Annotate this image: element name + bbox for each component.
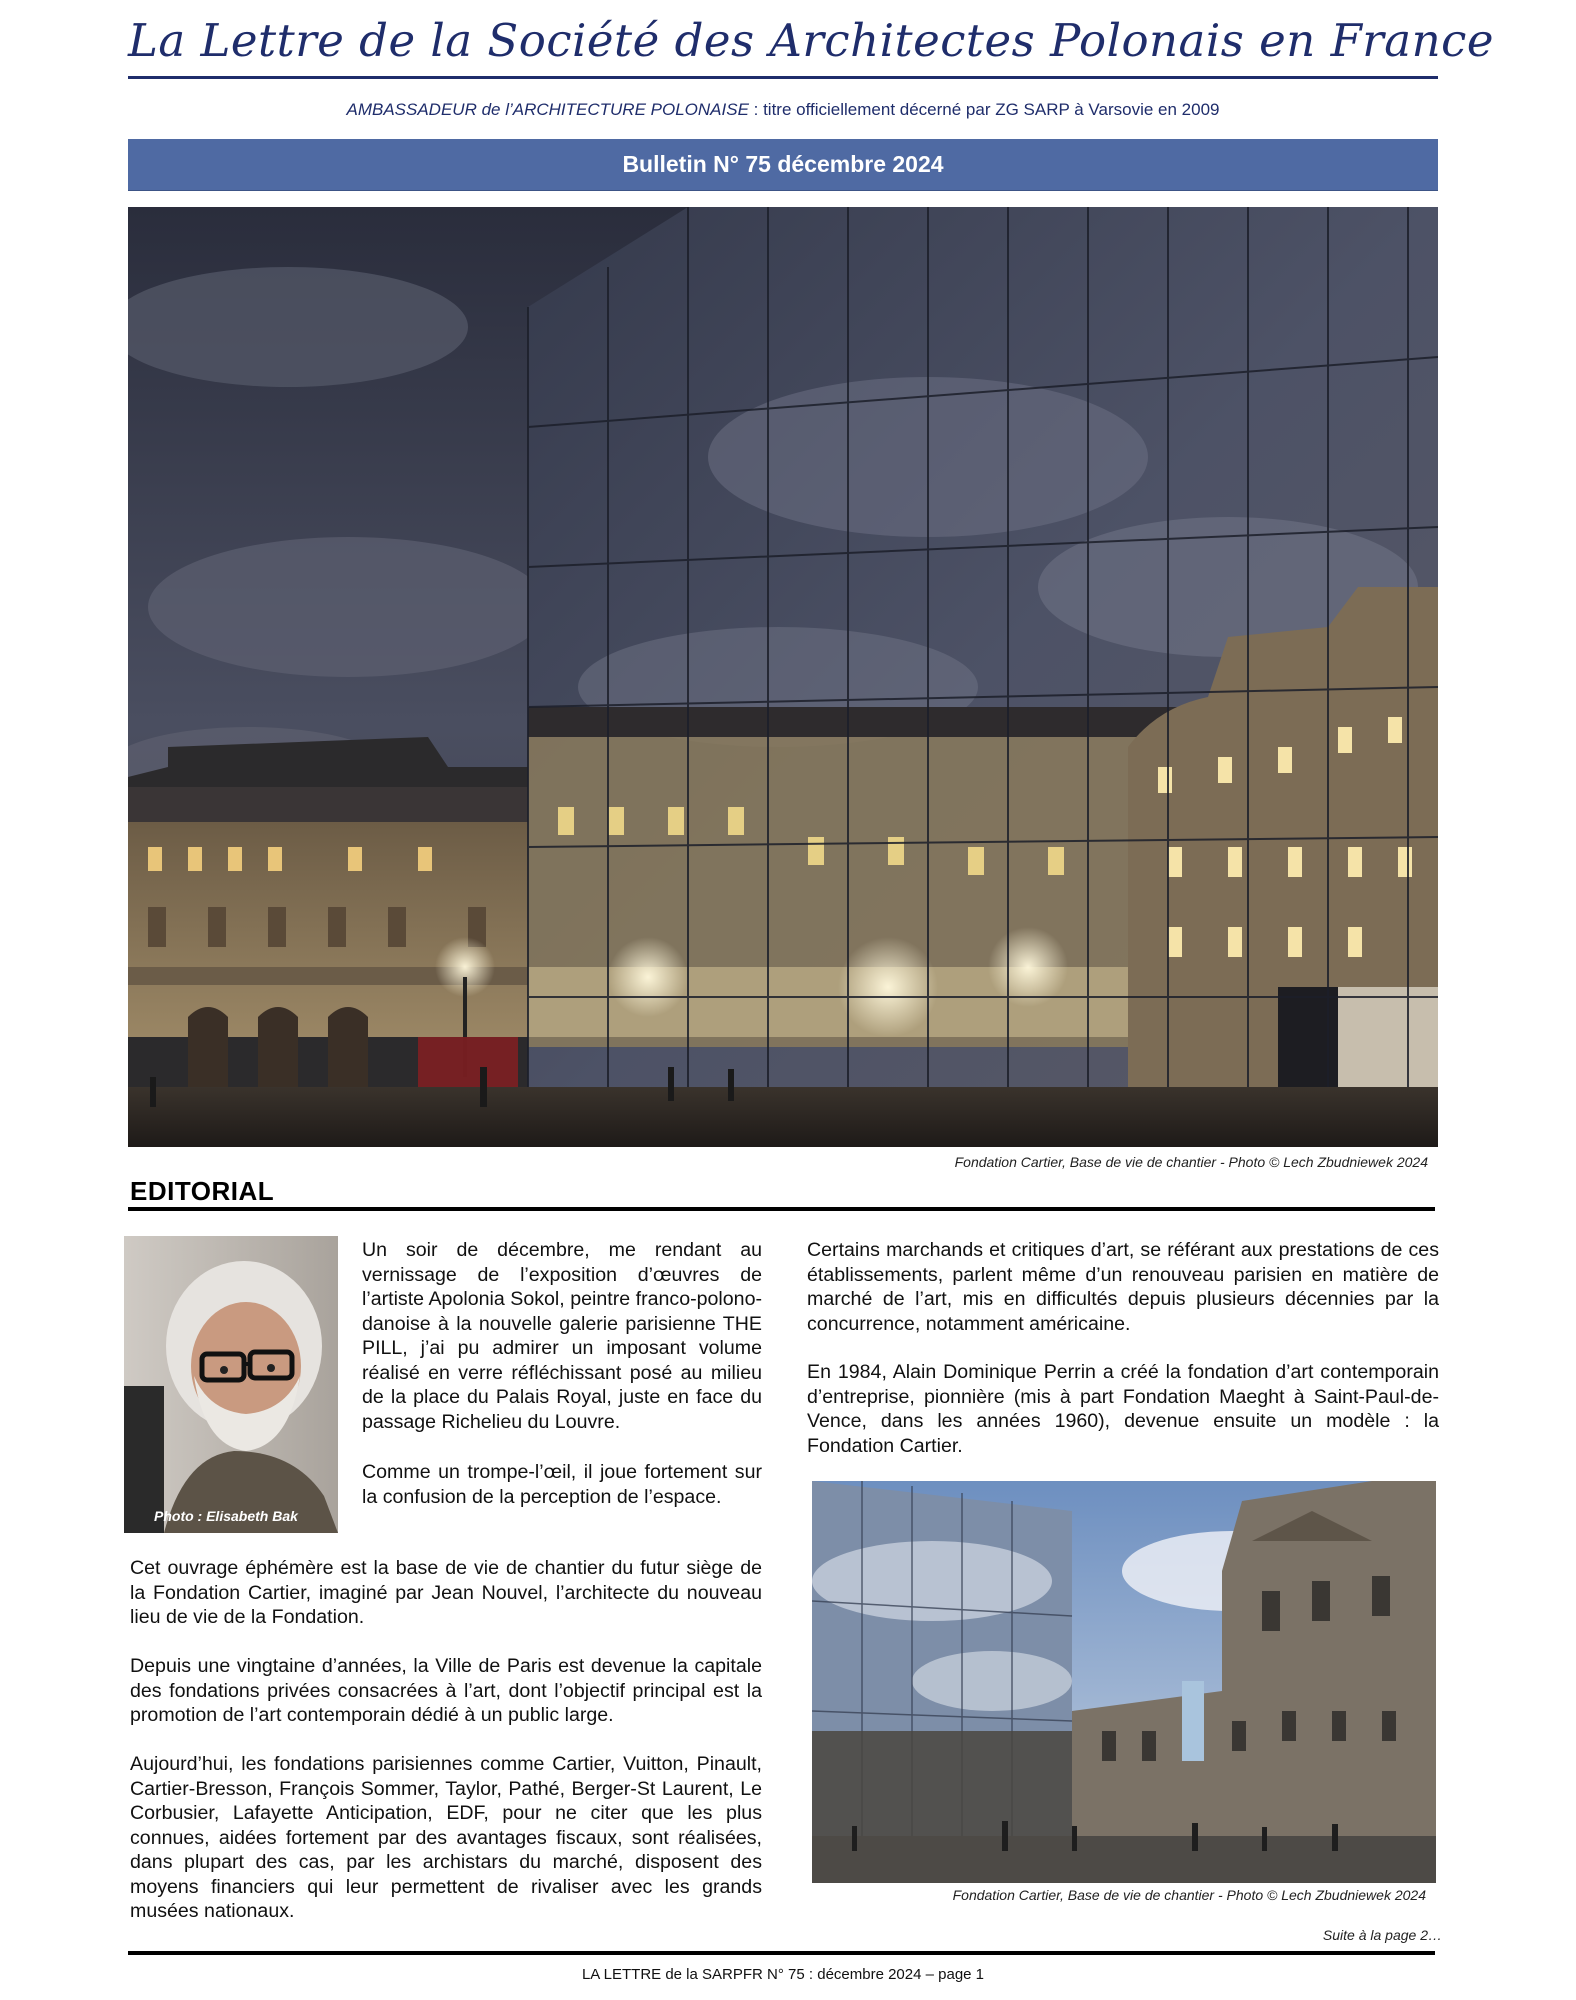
editorial-paragraph: Depuis une vingtaine d’années, la Ville de Paris est devenue la capitale des fondations privées consacrées à l’art, dont l’objectif principal est la promotion de l’art contemporain dédié à un public large.: [130, 1655, 762, 1726]
tagline: [128, 100, 1438, 120]
section-divider: [128, 1207, 1435, 1211]
editorial-paragraph: Un soir de décembre, me rendant au vernissage de l’exposition d’œuvres de l’artiste Apolonia Sokol, peintre franco-polono-danoise à la nouvelle galerie parisienne THE PILL, j’ai pu admirer un imposant volume réalisé en verre réfléchissant posé au milieu de la place du Palais Royal, juste en face du passage Richelieu du Louvre.: [362, 1239, 762, 1433]
author-portrait: [124, 1236, 338, 1533]
masthead-divider: [128, 76, 1438, 79]
section-heading: EDITORIAL: [130, 1176, 275, 1206]
newsletter-title: La Lettre de la Société des Architectes Polonais en France: [128, 14, 1494, 67]
editorial-paragraph: Aujourd’hui, les fondations parisiennes comme Cartier, Vuitton, Pinault, Cartier-Bresson, François Sommer, Taylor, Pathé, Berger-St Laurent, Le Corbusier, Lafayette Anticipation, EDF, pour ne citer que les plus connues, aidées fortement par des avantages fiscaux, sont réalisées, dans plupart des cas, par les archistars du marché, disposent des moyens financiers qui leur permettent de rivaliser avec les grands musées nationaux.: [130, 1753, 762, 1922]
footer-divider: [128, 1951, 1435, 1955]
continued-note: Suite à la page 2…: [1322, 1927, 1442, 1943]
bulletin-number: Bulletin N° 75 décembre 2024: [622, 151, 944, 177]
louvre-photo-caption: Fondation Cartier, Base de vie de chantier - Photo © Lech Zbudniewek 2024: [952, 1887, 1426, 1903]
tagline-text: : titre officiellement décerné par ZG SARP à Varsovie en 2009: [748, 100, 1220, 119]
hero-photo: [128, 207, 1438, 1147]
page-footer: LA LETTRE de la SARPFR N° 75 : décembre 2024 – page 1: [581, 1966, 985, 1983]
hero-photo-caption: Fondation Cartier, Base de vie de chantier - Photo © Lech Zbudniewek 2024: [954, 1154, 1428, 1170]
louvre-photo: [812, 1481, 1436, 1883]
tagline-italic: AMBASSADEUR de l’ARCHITECTURE POLONAISE: [346, 100, 749, 119]
portrait-credit: Photo : Elisabeth Bak: [154, 1508, 298, 1524]
editorial-paragraph: Cet ouvrage éphémère est la base de vie de chantier du futur siège de la Fondation Cartier, imaginé par Jean Nouvel, l’architecte du nouveau lieu de vie de la Fondation.: [130, 1557, 762, 1628]
editorial-paragraph: Comme un trompe-l’œil, il joue fortement sur la confusion de la perception de l’espace.: [362, 1461, 762, 1508]
editorial-paragraph: En 1984, Alain Dominique Perrin a créé la fondation d’art contemporain d’entreprise, pionnière (mis à part Fondation Maeght à Saint-Paul-de-Vence, dans les années 1960), devenue ensuite un modèle : la Fondation Cartier.: [807, 1361, 1439, 1457]
editorial-paragraph: Certains marchands et critiques d’art, se référant aux prestations de ces établissements, parlent même d’un renouveau parisien en matière de marché de l’art, mis en difficultés depuis plusieurs décennies par la concurrence, notamment américaine.: [807, 1239, 1439, 1335]
